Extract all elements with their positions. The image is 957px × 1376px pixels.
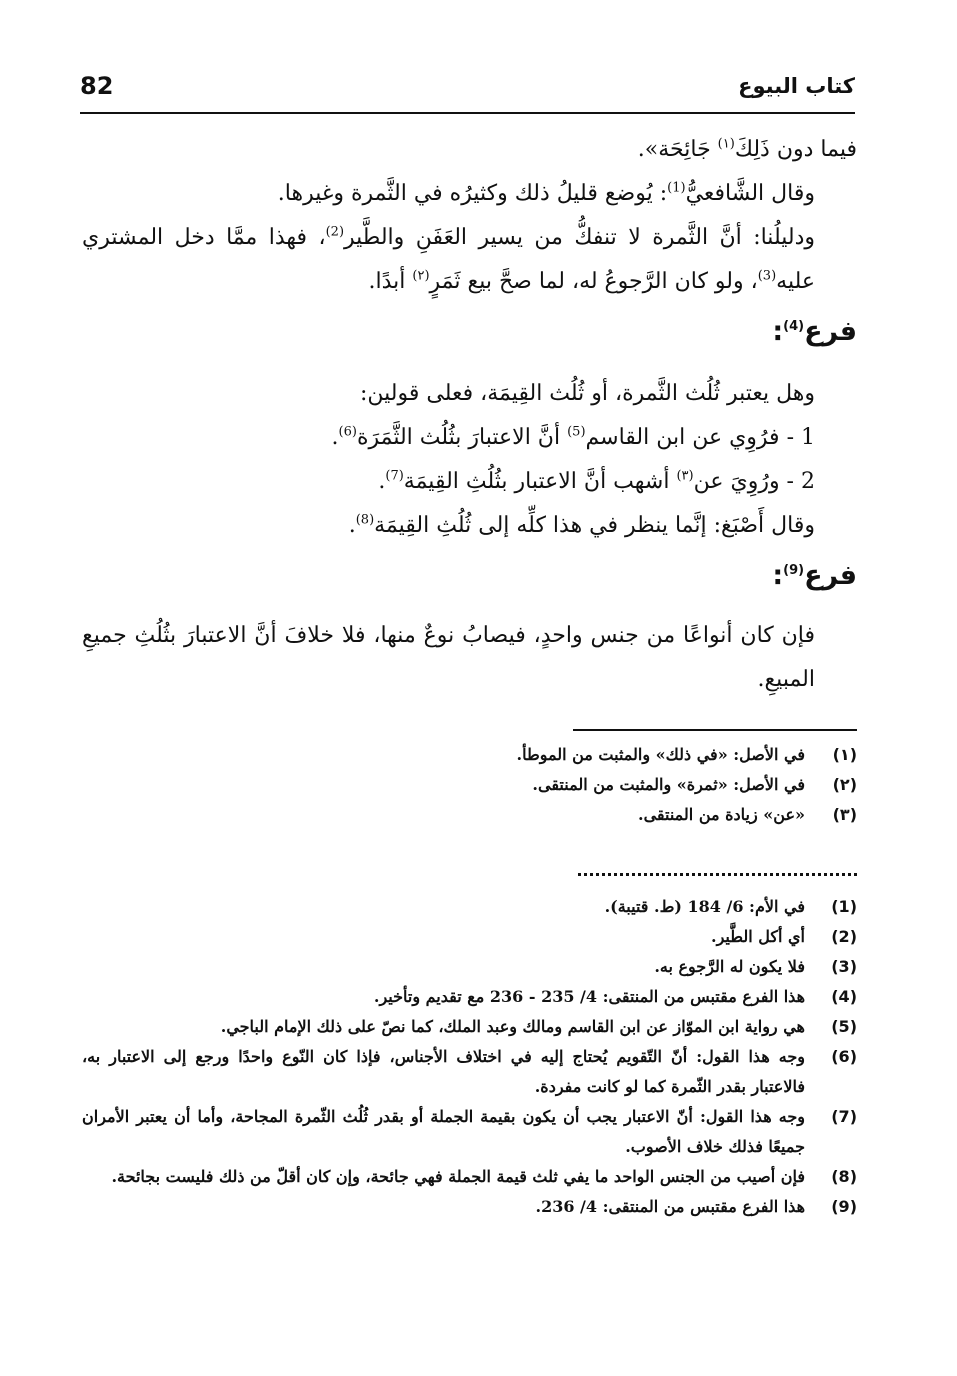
footnote-text: في الأصل: «في ذلك» والمثبت من الموطأ.	[516, 745, 805, 764]
paragraph-4	[82, 614, 857, 702]
footnote-number: (2)	[831, 927, 857, 946]
text-span: 1 - فرُوِي عن ابن القاسم	[585, 425, 815, 450]
footnote-ref: (3)	[757, 268, 777, 284]
footnote-item	[82, 770, 857, 800]
footnote-number: (٣)	[832, 805, 857, 824]
running-title: كتاب البيوع	[738, 74, 855, 98]
footnote-text: فإن أصيب من الجنس الواحد ما يفي ثلث قيمة الجملة فهي جائحة، وإن كان أقلّ من ذلك فليست بجائحة.	[111, 1167, 805, 1186]
heading-text: فرع	[804, 560, 857, 591]
footnote-number: (٢)	[832, 775, 857, 794]
footnote-separator-solid	[573, 729, 857, 731]
text-span: فيما دون ذَلِكَ	[734, 137, 857, 162]
paragraph-opinion-3	[82, 504, 857, 548]
footnote-ref: (1)	[667, 180, 686, 196]
footnote-ref: (9)	[783, 563, 805, 578]
footnote-separator-dotted	[578, 873, 857, 876]
text-span: وهل يعتبر ثُلُث الثَّمرة، أو ثُلُث القِيمَة، فعلى قولين:	[359, 381, 815, 406]
footnote-item	[82, 1012, 857, 1042]
footnote-number: (6)	[831, 1047, 857, 1066]
footnote-ref: (6)	[338, 424, 357, 440]
main-text-block-1	[82, 128, 857, 304]
paragraph-opinion-1	[82, 416, 857, 460]
footnote-number: (1)	[831, 897, 857, 916]
text-span: وقال الشَّافعيُّ	[685, 181, 815, 206]
text-span: : يُوضع قليلُ ذلك وكثيرُه في الثَّمرة وغيرها.	[277, 181, 668, 206]
footnote-ref: (١)	[717, 136, 735, 152]
text-span: أبدًا.	[368, 269, 406, 294]
footnote-ref: (5)	[567, 424, 586, 440]
footnote-text: هي رواية ابن الموّاز عن ابن القاسم ومالك وعبد الملك، كما نصّ على ذلك الإمام الباجي.	[220, 1017, 805, 1036]
text-span: 2 - ورُوِيَ عن	[693, 469, 815, 494]
footnote-number: (3)	[831, 957, 857, 976]
footnote-item	[82, 922, 857, 952]
footnote-item	[82, 740, 857, 770]
footnote-ref: (2)	[325, 224, 345, 240]
section-heading-far-2	[772, 560, 857, 591]
text-span: .	[348, 513, 356, 538]
footnote-ref: (٣)	[676, 468, 694, 484]
paragraph-3	[82, 216, 857, 304]
footnote-text: «عن» زيادة من المنتقى.	[638, 805, 805, 824]
footnote-text: هذا الفرع مقتبس من المنتقى: 4/ 235 - 236 مع تقديم وتأخير.	[373, 987, 805, 1006]
footnote-text: هذا الفرع مقتبس من المنتقى: 4/ 236.	[535, 1197, 805, 1216]
text-span: فإن كان أنواعًا من جنس واحدٍ، فيصابُ نوعٌ منها، فلا خلافَ أنَّ الاعتبارَ بثُلُثِ جميعِ المبيعِ.	[82, 623, 815, 692]
footnote-ref: (4)	[783, 319, 805, 334]
text-span: أشهب أنَّ الاعتبار بثُلُثِ القِيمَة	[403, 469, 670, 494]
footnote-item	[82, 952, 857, 982]
footnote-number: (9)	[831, 1197, 857, 1216]
footnote-ref: (7)	[385, 468, 404, 484]
text-span: أنَّ الاعتبارَ بثُلُث الثَّمَرَة	[356, 425, 561, 450]
text-span: .	[331, 425, 339, 450]
main-text-block-3	[82, 614, 857, 702]
footnote-text: وجه هذا القول: أنّ الاعتبار يجب أن يكون بقيمة الجملة أو بقدر ثُلُث الثّمرة المجاحة، وأما أن يعتبر الأمران جميعًا فذلك خلاف الأصوب.	[82, 1107, 805, 1156]
paragraph-2	[82, 172, 857, 216]
paragraph-1	[82, 128, 857, 172]
text-span: جَائِحَة».	[637, 137, 711, 162]
footnote-text: في الأم: 6/ 184 (ط. قتيبة).	[604, 897, 805, 916]
paragraph-opinion-2	[82, 460, 857, 504]
footnote-item	[82, 1102, 857, 1162]
footnotes-editor	[82, 740, 857, 830]
footnote-item	[82, 1042, 857, 1102]
footnote-number: (8)	[831, 1167, 857, 1186]
footnote-item	[82, 892, 857, 922]
footnote-text: فلا يكون له الرَّجوع به.	[654, 957, 805, 976]
text-span: .	[378, 469, 386, 494]
footnotes-author	[82, 892, 857, 1222]
page-header	[80, 68, 855, 114]
footnote-item	[82, 1162, 857, 1192]
footnote-number: (7)	[831, 1107, 857, 1126]
footnote-number: (١)	[832, 745, 857, 764]
footnote-text: في الأصل: «ثمرة» والمثبت من المنتقى.	[532, 775, 805, 794]
heading-colon: :	[772, 560, 784, 591]
main-text-block-2	[82, 372, 857, 548]
paragraph-question	[82, 372, 857, 416]
section-heading-far-1	[772, 316, 857, 347]
footnote-text: أي أكل الطَّير.	[711, 927, 805, 946]
heading-text: فرع	[804, 316, 857, 347]
footnote-item	[82, 1192, 857, 1222]
footnote-item	[82, 800, 857, 830]
page-number: 82	[80, 72, 114, 100]
text-span: ، ولو كان الرَّجوعُ له، لما صحَّ بيع ثَمَرٍ	[429, 269, 758, 294]
footnote-number: (5)	[831, 1017, 857, 1036]
footnote-ref: (8)	[355, 512, 375, 528]
text-span: ودليلُنا: أنَّ الثَّمرة لا تنفكُّ من يسير العَفَنِ والطَّير	[344, 225, 815, 250]
footnote-text: وجه هذا القول: أنّ التّقويم يُحتاج إليه في اختلاف الأجناس، فإذا كان النّوع واحدًا ورجع إلى الاعتبار به، فالاعتبار بقدر الثّمرة كما لو كانت مفردة.	[82, 1047, 806, 1096]
footnote-ref: (٢)	[412, 268, 430, 284]
text-span: وقال أَصْبَغ: إنَّما ينظر في هذا كلِّه إلى ثُلُثِ القِيمَة	[374, 513, 815, 538]
footnote-item	[82, 982, 857, 1012]
heading-colon: :	[772, 316, 784, 347]
footnote-number: (4)	[831, 987, 857, 1006]
text-span: ، فهذا ممَّا دخل المشتري عليه	[82, 225, 815, 294]
